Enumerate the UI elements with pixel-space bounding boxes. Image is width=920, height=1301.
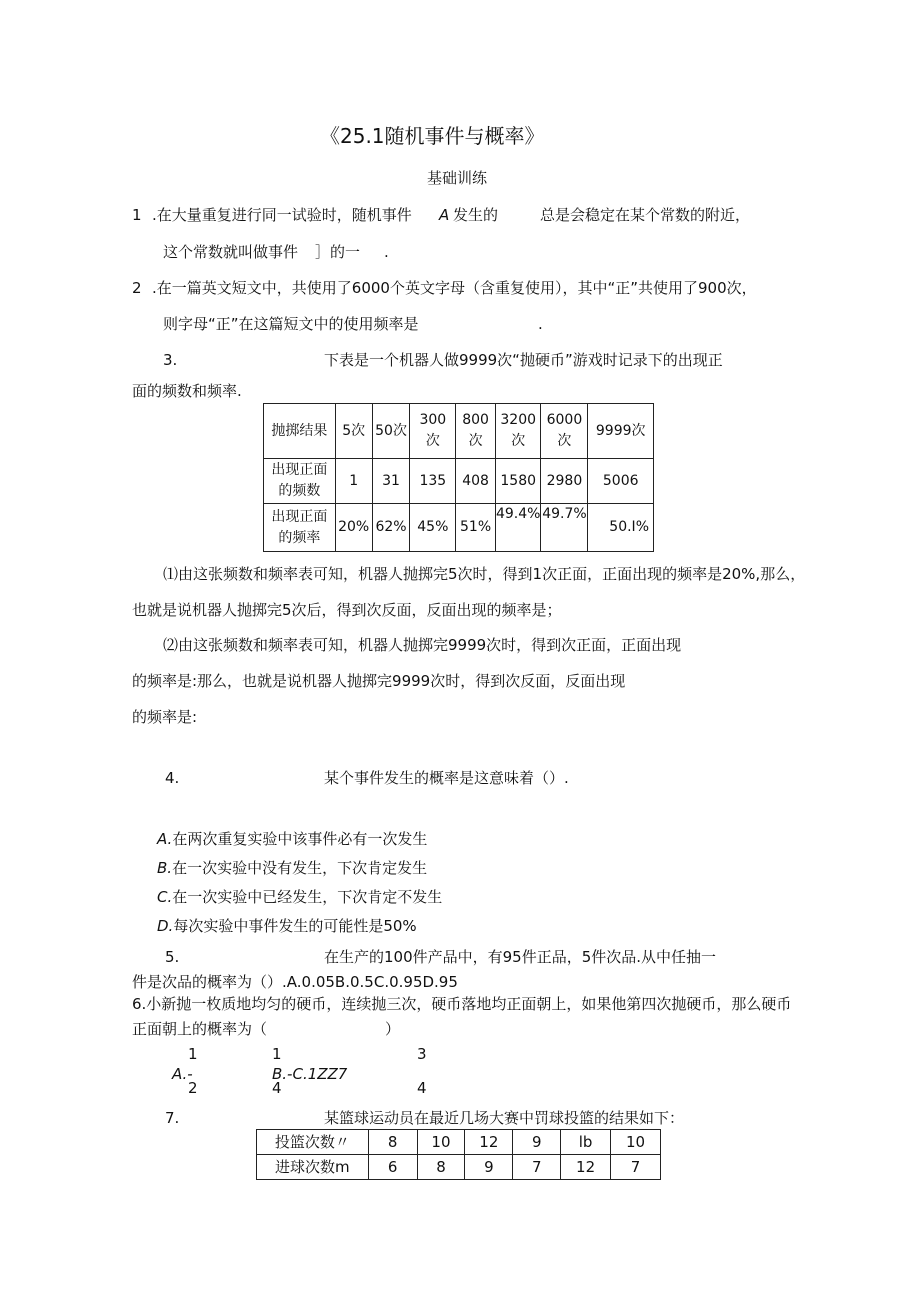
q3-part2-line1: ⑵由这张频数和频率表可知，机器人抛掷完9999次时，得到次正面，正面出现 (163, 636, 682, 654)
table-cell: 135 (410, 459, 456, 504)
table-cell: 20% (335, 504, 372, 552)
q2-line2-a: 则字母“正”在这篇短文中的使用频率是 (163, 315, 419, 333)
q1-line1-c: 发生的 (453, 206, 499, 224)
table-cell: 8 (368, 1130, 417, 1155)
header-cell: 50次 (372, 404, 410, 459)
q3-part1-line1: ⑴由这张频数和频率表可知，机器人抛掷完5次时，得到1次正面，正面出现的频率是20%,那么， (163, 565, 806, 583)
table-cell: 7 (513, 1155, 561, 1180)
header-cell: 3200 次 (495, 404, 540, 459)
q6-line2-a: 正面朝上的概率为（ (132, 1020, 268, 1038)
header-cell: 300 次 (410, 404, 456, 459)
frequency-table (263, 403, 654, 552)
q6-denominator-a: 2 (188, 1079, 198, 1097)
q6-option-a: A.- (172, 1065, 193, 1083)
header-cell: 6000 次 (541, 404, 588, 459)
table-cell: 9 (513, 1130, 561, 1155)
table-cell: 10 (611, 1130, 661, 1155)
q3-part1-line2: 也就是说机器人抛掷完5次后，得到次反面，反面出现的频率是； (132, 601, 562, 619)
q4-number: 4. (165, 769, 180, 787)
q3-part2-line2: 的频率是:那么，也就是说机器人抛掷完9999次时，得到次反面，反面出现 (132, 672, 626, 690)
q1-event-a: A (439, 206, 450, 224)
table-cell: 5006 (588, 459, 654, 504)
table-cell: lb (561, 1130, 611, 1155)
q6-line1: 6.小新抛一枚质地均匀的硬币，连续抛三次，硬币落地均正面朝上，如果他第四次抛硬币，那么硬币 (132, 995, 792, 1013)
header-cell: 800 次 (456, 404, 496, 459)
table-cell: 50.I% (588, 504, 654, 552)
q4-option-d (157, 919, 417, 934)
q6-line2-b: ） (385, 1020, 401, 1038)
table-cell: 31 (372, 459, 410, 504)
q1-line1-d: 总是会稳定在某个常数的附近， (540, 206, 751, 224)
q4-option-b (157, 861, 427, 876)
table-cell: 10 (417, 1130, 465, 1155)
table-cell: 1580 (495, 459, 540, 504)
table-cell: 8 (417, 1155, 465, 1180)
q6-denominator-b: 4 (272, 1079, 282, 1097)
q1-number: 1 (132, 206, 142, 224)
q2-number: 2 (132, 279, 142, 297)
table-row (257, 1155, 661, 1180)
table-cell: 9 (465, 1155, 513, 1180)
table-cell: 45% (410, 504, 456, 552)
q6-option-bc: B.-C.1ZZ7 (272, 1065, 348, 1083)
q5-line1: 在生产的100件产品中，有95件正品，5件次品.从中任抽一 (324, 948, 717, 966)
table-row (264, 459, 654, 504)
row-label: 进球次数m (257, 1155, 369, 1180)
q3-line2: 面的频数和频率. (132, 382, 242, 400)
q4-stem: 某个事件发生的概率是这意味着（）. (324, 769, 569, 787)
q7-number: 7. (165, 1109, 180, 1127)
row-label: 出现正面 的频率 (264, 504, 336, 552)
table-cell: 49.4% (495, 504, 540, 552)
q1-line2-b: ］的一 (315, 243, 361, 261)
table-cell: 12 (465, 1130, 513, 1155)
header-cell: 9999次 (588, 404, 654, 459)
option-letter: C. (157, 888, 173, 906)
table-cell: 51% (456, 504, 496, 552)
option-letter: D. (157, 917, 174, 935)
q4-option-c (157, 890, 442, 905)
q2-line1: .在一篇英文短文中，共使用了6000个英文字母（含重复使用），其中“正”共使用了900次， (152, 279, 757, 297)
option-text: 每次实验中事件发生的可能性是50% (173, 917, 417, 935)
q5-number: 5. (165, 948, 180, 966)
q1-line1-a: .在大量重复进行同一试验时，随机事件 (152, 206, 412, 224)
table-row (264, 504, 654, 552)
q4-option-a (157, 832, 427, 847)
table-cell: 49.7% (541, 504, 588, 552)
q3-part2-line3: 的频率是: (132, 708, 198, 726)
table-cell: 408 (456, 459, 496, 504)
header-cell: 抛掷结果 (264, 404, 336, 459)
option-letter: B. (157, 859, 173, 877)
q2-line2-b: . (538, 315, 543, 333)
option-text: 在两次重复实验中该事件必有一次发生 (172, 830, 428, 848)
header-cell: 5次 (335, 404, 372, 459)
q7-stem: 某篮球运动员在最近几场大赛中罚球投篮的结果如下： (324, 1109, 685, 1127)
q3-line1: 下表是一个机器人做9999次“抛硬币”游戏时记录下的出现正 (324, 351, 723, 369)
table-cell: 62% (372, 504, 410, 552)
q3-number: 3. (163, 351, 178, 369)
table-cell: 2980 (541, 459, 588, 504)
table-header-row (264, 404, 654, 459)
table-row (257, 1130, 661, 1155)
q5-line2: 件是次品的概率为（）.A.0.05B.0.5C.0.95D.95 (132, 973, 458, 991)
page-title: 《25.1随机事件与概率》 (320, 124, 545, 148)
q1-line2-c: . (384, 243, 389, 261)
option-text: 在一次实验中已经发生，下次肯定不发生 (172, 888, 443, 906)
table-cell: 12 (561, 1155, 611, 1180)
q1-line2-a: 这个常数就叫做事件 (163, 243, 299, 261)
q6-numerator-c: 3 (417, 1045, 427, 1063)
q6-denominator-c: 4 (417, 1079, 427, 1097)
table-cell: 6 (368, 1155, 417, 1180)
row-label: 投篮次数〃 (257, 1130, 369, 1155)
option-letter: A. (157, 830, 173, 848)
row-label: 出现正面 的频数 (264, 459, 336, 504)
q6-numerator-a: 1 (188, 1045, 198, 1063)
free-throw-table (256, 1129, 661, 1180)
option-text: 在一次实验中没有发生，下次肯定发生 (172, 859, 428, 877)
q6-numerator-b: 1 (272, 1045, 282, 1063)
table-cell: 1 (335, 459, 372, 504)
section-subtitle: 基础训练 (427, 169, 488, 187)
table-cell: 7 (611, 1155, 661, 1180)
